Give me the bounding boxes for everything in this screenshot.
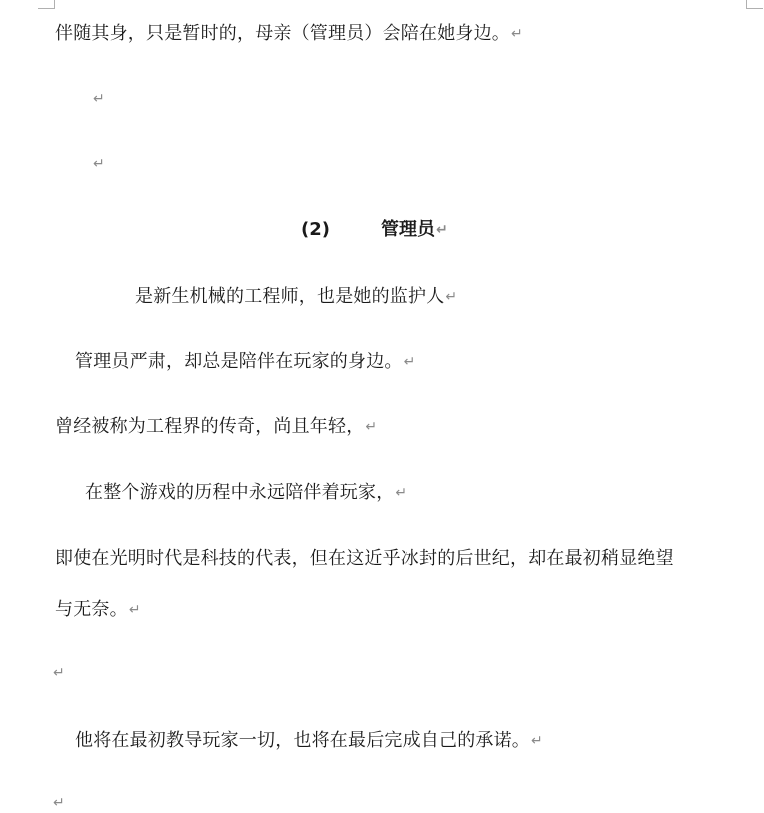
paragraph-mark-icon: ↵ bbox=[511, 26, 523, 42]
paragraph-text: 管理员严肃，却总是陪伴在玩家的身边。 bbox=[75, 351, 403, 372]
page-margin-corner-top-left bbox=[38, 0, 55, 9]
paragraph-mark-icon: ↵ bbox=[128, 602, 141, 618]
paragraph-text: 曾经被称为工程界的传奇，尚且年轻， bbox=[55, 416, 365, 437]
paragraph[interactable] bbox=[55, 414, 377, 440]
empty-paragraph-mark-icon: ↵ bbox=[93, 91, 105, 107]
paragraph-mark-icon: ↵ bbox=[445, 289, 458, 305]
paragraph-text: 在整个游戏的历程中永远陪伴着玩家， bbox=[85, 482, 395, 503]
heading-number: (2) bbox=[301, 219, 330, 240]
empty-paragraph-mark-icon: ↵ bbox=[53, 795, 65, 811]
paragraph-mark-icon: ↵ bbox=[436, 222, 448, 238]
paragraph-mark-icon: ↵ bbox=[395, 485, 408, 501]
paragraph-text: 他将在最初教导玩家一切，也将在最后完成自己的承诺。 bbox=[75, 730, 530, 751]
paragraph[interactable] bbox=[55, 21, 523, 47]
paragraph-line[interactable] bbox=[55, 546, 674, 572]
paragraph[interactable] bbox=[135, 284, 457, 310]
paragraph-text: 即使在光明时代是科技的代表，但在这近乎冰封的后世纪，却在最初稍显绝望 bbox=[55, 548, 674, 569]
heading[interactable] bbox=[381, 217, 448, 243]
heading-title: 管理员 bbox=[381, 219, 435, 240]
paragraph-mark-icon: ↵ bbox=[365, 419, 378, 435]
paragraph-line[interactable] bbox=[55, 597, 141, 623]
page-margin-corner-top-right bbox=[746, 0, 763, 9]
paragraph-mark-icon: ↵ bbox=[531, 733, 543, 749]
paragraph[interactable] bbox=[75, 728, 543, 754]
paragraph[interactable] bbox=[85, 480, 407, 506]
empty-paragraph-mark-icon: ↵ bbox=[93, 156, 105, 172]
paragraph[interactable] bbox=[75, 349, 416, 375]
paragraph-text: 伴随其身，只是暂时的，母亲（管理员）会陪在她身边。 bbox=[55, 23, 510, 44]
empty-paragraph-mark-icon: ↵ bbox=[53, 665, 65, 681]
paragraph-text: 与无奈。 bbox=[55, 599, 128, 620]
paragraph-mark-icon: ↵ bbox=[403, 354, 416, 370]
paragraph-text: 是新生机械的工程师，也是她的监护人 bbox=[135, 286, 445, 307]
